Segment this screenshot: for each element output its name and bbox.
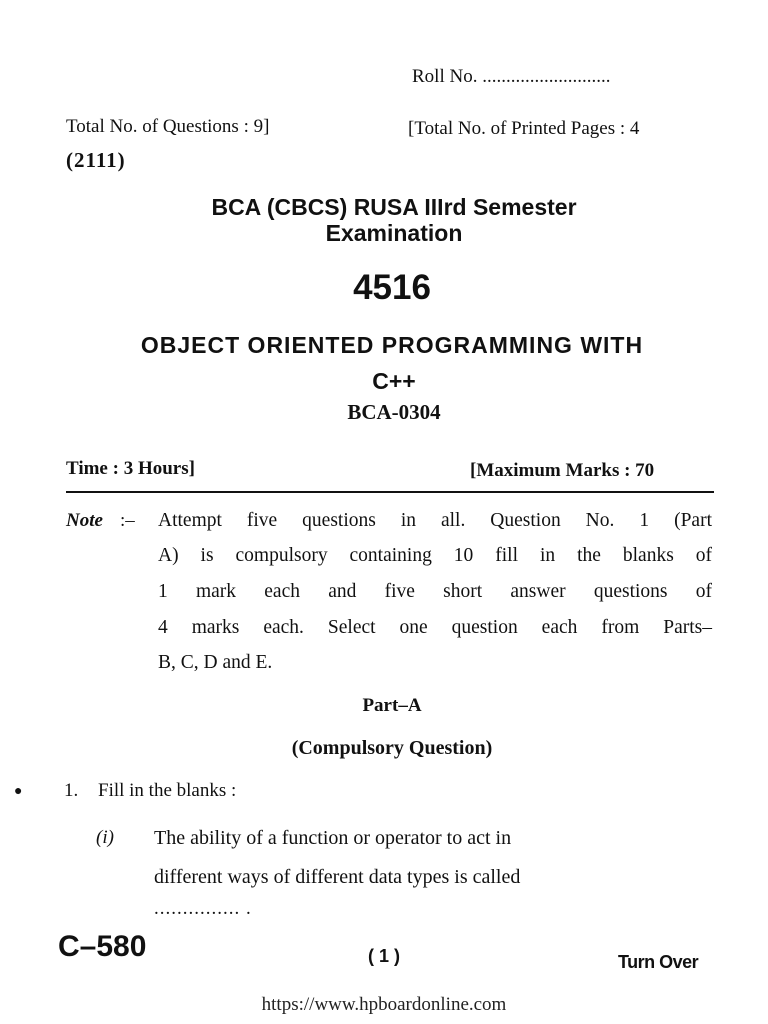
subject-title-line2: C++ <box>372 368 416 394</box>
total-questions: Total No. of Questions : 9] <box>66 116 270 137</box>
roll-number-field: Roll No. ........................... <box>412 66 611 87</box>
header-divider <box>66 491 714 493</box>
sub-question-line2: different ways of different data types is called <box>154 866 521 888</box>
course-code: BCA-0304 <box>347 400 441 424</box>
exam-title-line2: Examination <box>325 220 463 246</box>
margin-mark: ● <box>14 784 23 799</box>
note-line-5: B, C, D and E. <box>158 652 273 673</box>
website-url: https://www.hpboardonline.com <box>261 994 507 1015</box>
part-subtitle: (Compulsory Question) <box>291 737 493 759</box>
note-line-2: A) is compulsory containing 10 fill in the blanks of <box>158 545 712 566</box>
paper-number: 4516 <box>353 268 431 307</box>
note-line-3: 1 mark each and five short answer questions of <box>158 581 712 602</box>
note-line-1: Attempt five questions in all. Question No. 1 (Part <box>158 510 712 531</box>
turn-over-label: Turn Over <box>618 952 699 972</box>
sub-question-line1: The ability of a function or operator to act in <box>154 827 512 849</box>
maximum-marks: [Maximum Marks : 70 <box>470 460 655 481</box>
page-number: ( 1 ) <box>367 946 400 966</box>
answer-blank: ............... . <box>154 898 252 919</box>
note-dash: :– <box>120 510 135 531</box>
part-title: Part–A <box>362 695 422 716</box>
exam-title-line1: BCA (CBCS) RUSA IIIrd Semester <box>211 194 577 220</box>
exam-duration: Time : 3 Hours] <box>66 458 195 479</box>
sub-question-number: (i) <box>96 827 114 848</box>
question-number: 1. <box>64 780 79 801</box>
subject-title-line1: OBJECT ORIENTED PROGRAMMING WITH <box>140 332 644 358</box>
note-label: Note <box>66 510 103 531</box>
paper-code-top: (2111) <box>66 148 126 172</box>
total-printed-pages: [Total No. of Printed Pages : 4 <box>408 118 640 139</box>
footer-paper-code: C–580 <box>58 930 147 963</box>
question-text: Fill in the blanks : <box>98 780 237 801</box>
note-line-4: 4 marks each. Select one question each from Parts– <box>158 617 712 638</box>
